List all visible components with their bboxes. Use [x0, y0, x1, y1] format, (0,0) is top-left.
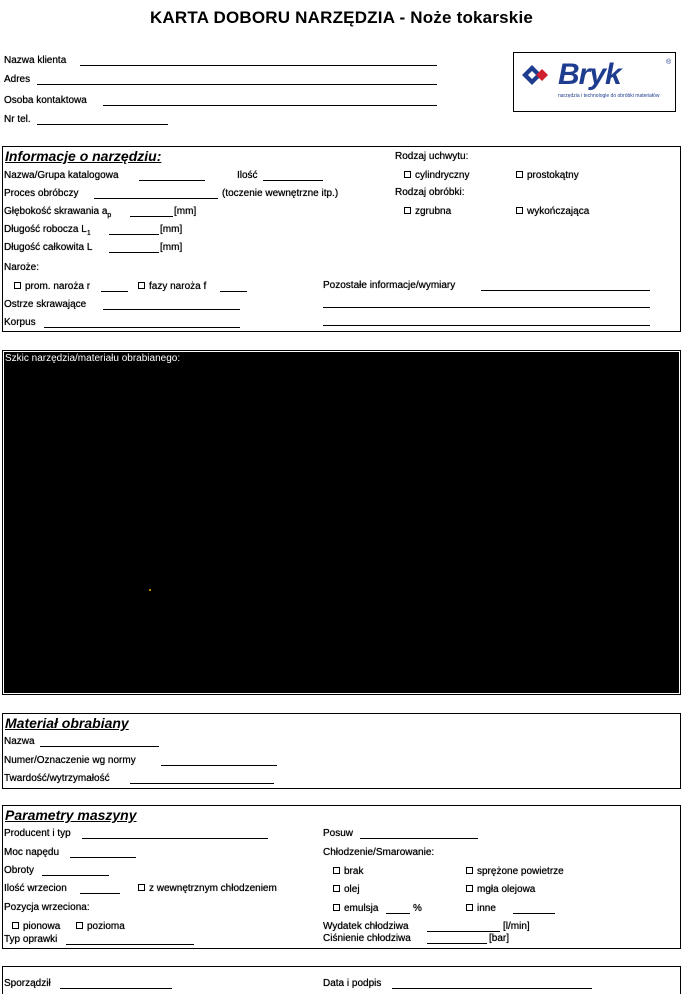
cooling-other-label: inne	[477, 903, 496, 914]
cooling-air-checkbox[interactable]	[466, 867, 473, 874]
depth-field[interactable]	[130, 216, 173, 217]
machining-type-label: Rodzaj obróbki:	[395, 187, 465, 198]
material-hardness-field[interactable]	[130, 783, 274, 784]
coolant-flow-unit: [l/min]	[503, 921, 530, 932]
tool-info-title: Informacje o narzędziu:	[5, 148, 162, 164]
work-length-field[interactable]	[109, 234, 159, 235]
bryk-logo	[513, 52, 676, 112]
other-info-field-3[interactable]	[323, 325, 650, 326]
date-signature-label: Data i podpis	[323, 978, 382, 989]
total-length-field[interactable]	[109, 252, 159, 253]
total-length-unit: [mm]	[160, 242, 183, 253]
blades-label: Ostrze skrawające	[4, 299, 87, 310]
coolant-flow-field[interactable]	[427, 931, 500, 932]
depth-unit: [mm]	[174, 206, 197, 217]
feed-label: Posuw	[323, 828, 354, 839]
facet-field[interactable]	[220, 291, 247, 292]
depth-sub: p	[107, 212, 112, 219]
cooling-mist-option[interactable]	[466, 884, 535, 896]
sketch-marker	[149, 589, 151, 591]
spindle-position-label: Pozycja wrzeciona:	[4, 902, 90, 913]
spindle-vertical-label: pionowa	[23, 921, 61, 932]
client-name-label: Nazwa klienta	[4, 55, 67, 66]
cooling-oil-option[interactable]	[333, 884, 360, 896]
process-note: (toczenie wewnętrzne itp.)	[222, 188, 339, 199]
client-address-label: Adres	[4, 74, 31, 85]
sketch-canvas[interactable]	[4, 352, 679, 693]
cooling-emulsion-label: emulsja	[344, 903, 379, 914]
feed-field[interactable]	[360, 838, 478, 839]
producer-label: Producent i typ	[4, 828, 71, 839]
other-info-field-2[interactable]	[323, 307, 650, 308]
machine-title: Parametry maszyny	[5, 807, 137, 823]
cooling-air-option[interactable]	[466, 866, 564, 878]
shank-option-cylindrical[interactable]	[404, 170, 469, 182]
prepared-by-label: Sporządził	[4, 978, 51, 989]
cooling-none-option[interactable]	[333, 866, 363, 878]
speed-field[interactable]	[42, 875, 109, 876]
cooling-oil-checkbox[interactable]	[333, 885, 340, 892]
tool-name-field[interactable]	[139, 180, 205, 181]
cooling-none-checkbox[interactable]	[333, 867, 340, 874]
coolant-flow-label: Wydatek chłodziwa	[323, 921, 409, 932]
client-name-field[interactable]	[80, 65, 437, 66]
coolant-pressure-label: Ciśnienie chłodziwa	[323, 933, 411, 944]
radius-field[interactable]	[101, 291, 128, 292]
radius-label: prom. naroża r	[25, 281, 91, 292]
client-phone-label: Nr tel.	[4, 114, 31, 125]
depth-label-text: Głębokość skrawania a	[4, 206, 108, 217]
material-hardness-label: Twardość/wytrzymałość	[4, 773, 110, 784]
internal-cooling-option[interactable]	[138, 883, 277, 895]
facet-checkbox[interactable]	[138, 282, 145, 289]
work-length-label-text: Długość robocza L	[4, 224, 87, 235]
machining-option-rough[interactable]	[404, 206, 451, 218]
spindle-horizontal-option[interactable]	[76, 921, 125, 933]
material-number-label: Numer/Oznaczenie wg normy	[4, 755, 136, 766]
spindle-horizontal-checkbox[interactable]	[76, 922, 83, 929]
shank-cylindrical-checkbox[interactable]	[404, 171, 411, 178]
cooling-other-option[interactable]	[466, 903, 496, 915]
sketch-label: Szkic narzędzia/materiału obrabianego:	[5, 353, 181, 364]
shank-rectangular-label: prostokątny	[527, 170, 579, 181]
tool-name-label: Nazwa/Grupa katalogowa	[4, 170, 119, 181]
cooling-oil-label: olej	[344, 884, 360, 895]
machining-rough-label: zgrubna	[415, 206, 452, 217]
emulsion-unit: %	[413, 903, 422, 914]
total-length-label: Długość całkowita L	[4, 242, 93, 253]
speed-label: Obroty	[4, 865, 35, 876]
body-field[interactable]	[44, 327, 240, 328]
spindle-vertical-checkbox[interactable]	[12, 922, 19, 929]
cooling-none-label: brak	[344, 866, 364, 877]
producer-field[interactable]	[82, 838, 268, 839]
body-label: Korpus	[4, 317, 36, 328]
machining-finish-checkbox[interactable]	[516, 207, 523, 214]
logo-tagline: narzędzia i technologie do obróbki materiałów	[558, 93, 660, 99]
client-contact-field[interactable]	[103, 105, 437, 106]
power-field[interactable]	[70, 857, 136, 858]
other-info-label: Pozostałe informacje/wymiary	[323, 280, 456, 291]
machining-option-finish[interactable]	[516, 206, 589, 218]
work-length-unit: [mm]	[160, 224, 183, 235]
logo-trademark: ®	[666, 59, 672, 66]
work-length-label	[4, 224, 91, 240]
spindle-count-label: Ilość wrzecion	[4, 883, 67, 894]
shank-cylindrical-label: cylindryczny	[415, 170, 470, 181]
process-field[interactable]	[94, 198, 218, 199]
cooling-mist-label: mgła olejowa	[477, 884, 536, 895]
material-number-field[interactable]	[161, 765, 277, 766]
prepared-by-field[interactable]	[60, 988, 172, 989]
blades-field[interactable]	[103, 309, 240, 310]
work-length-sub: 1	[86, 230, 91, 237]
spindle-horizontal-label: pozioma	[87, 921, 125, 932]
chamfer-label: Naroże:	[4, 262, 40, 273]
material-name-label: Nazwa	[4, 736, 35, 747]
tool-qty-label: Ilość	[237, 170, 258, 181]
material-title: Materiał obrabiany	[5, 715, 129, 731]
facet-label: fazy naroża f	[149, 281, 207, 292]
holder-label: Typ oprawki	[4, 934, 58, 945]
tool-qty-field[interactable]	[263, 180, 323, 181]
facet-option[interactable]	[138, 281, 206, 293]
radius-option[interactable]	[14, 281, 90, 293]
material-name-field[interactable]	[40, 746, 159, 747]
other-info-field-1[interactable]	[481, 290, 650, 291]
spindle-count-field[interactable]	[80, 893, 120, 894]
cooling-other-field[interactable]	[513, 913, 555, 914]
cooling-emulsion-checkbox[interactable]	[333, 904, 340, 911]
shank-option-rectangular[interactable]	[516, 170, 579, 182]
depth-label	[4, 206, 111, 222]
client-contact-label: Osoba kontaktowa	[4, 95, 87, 106]
coolant-pressure-field[interactable]	[427, 943, 487, 944]
shank-rectangular-checkbox[interactable]	[516, 171, 523, 178]
date-signature-field[interactable]	[392, 988, 592, 989]
machining-finish-label: wykończająca	[527, 206, 590, 217]
cooling-emulsion-option[interactable]	[333, 903, 378, 915]
power-label: Moc napędu	[4, 847, 60, 858]
logo-brand: Bryk	[558, 58, 621, 91]
cooling-label: Chłodzenie/Smarowanie:	[323, 847, 435, 858]
emulsion-percent-field[interactable]	[386, 913, 410, 914]
cooling-air-label: sprężone powietrze	[477, 866, 564, 877]
cooling-mist-checkbox[interactable]	[466, 885, 473, 892]
internal-cooling-label: z wewnętrznym chłodzeniem	[149, 883, 277, 894]
holder-field[interactable]	[66, 944, 194, 945]
radius-checkbox[interactable]	[14, 282, 21, 289]
internal-cooling-checkbox[interactable]	[138, 884, 145, 891]
cooling-other-checkbox[interactable]	[466, 904, 473, 911]
client-phone-field[interactable]	[37, 124, 168, 125]
spindle-vertical-option[interactable]	[12, 921, 60, 933]
shank-type-label: Rodzaj uchwytu:	[395, 151, 469, 162]
client-address-field[interactable]	[37, 84, 437, 85]
coolant-pressure-unit: [bar]	[489, 933, 510, 944]
process-label: Proces obróbczy	[4, 188, 79, 199]
page-title: KARTA DOBORU NARZĘDZIA - Noże tokarskie	[149, 8, 534, 27]
machining-rough-checkbox[interactable]	[404, 207, 411, 214]
